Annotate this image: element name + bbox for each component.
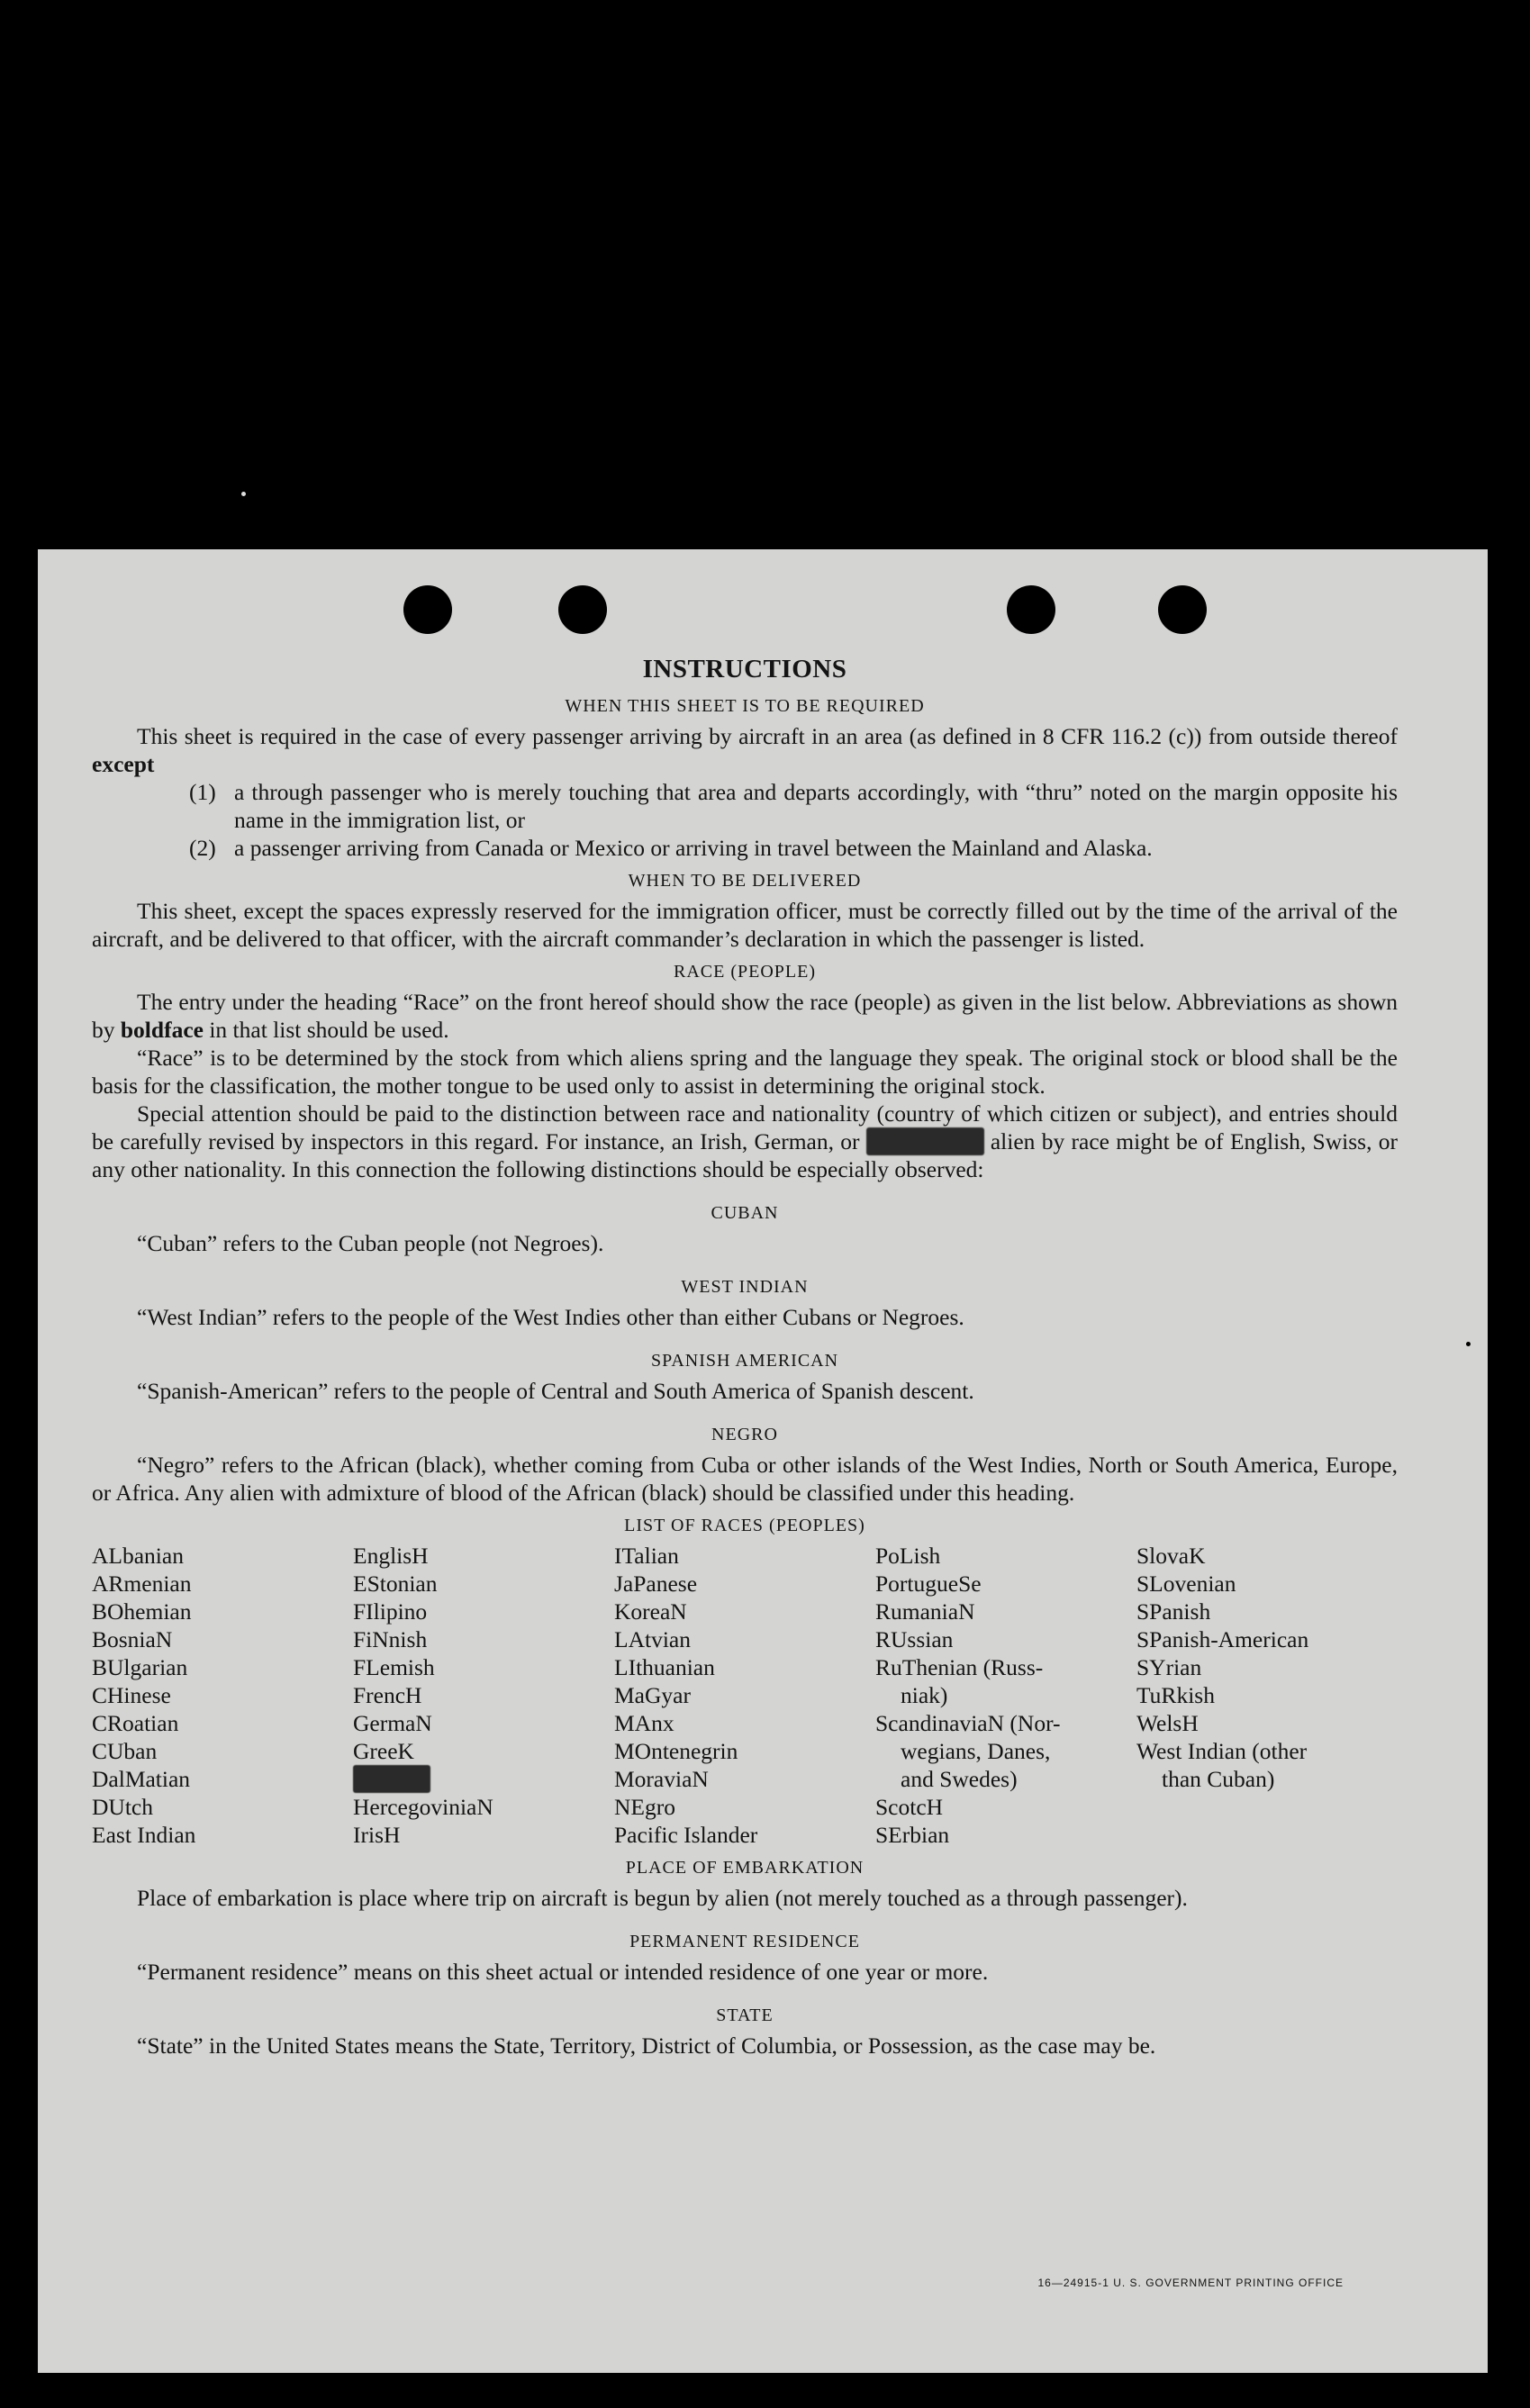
section-heading: WEST INDIAN	[681, 1277, 809, 1297]
redacted-word	[866, 1127, 984, 1155]
list-item: (1) a through passenger who is merely touching that area and departs accordingly, with “thru” noted on the margin opposite his name in the immigration list, or	[189, 779, 1398, 833]
race-entry: RumaniaN	[875, 1598, 975, 1625]
section-heading: LIST OF RACES (PEOPLES)	[624, 1516, 865, 1535]
race-entry: FLemish	[353, 1654, 435, 1680]
race-entry: SlovaK	[1136, 1543, 1206, 1569]
race-entry: SErbian	[875, 1822, 950, 1848]
race-entry: EnglisH	[353, 1543, 429, 1569]
redacted-word	[353, 1765, 430, 1793]
paragraph: “Permanent residence” means on this sheet actual or intended residence of one year or more.	[137, 1959, 989, 1985]
race-entry: East Indian	[92, 1822, 196, 1848]
race-entry: ScotcH	[875, 1794, 944, 1820]
race-entry: LAtvian	[614, 1626, 691, 1652]
speck	[241, 492, 246, 496]
race-entry: BUlgarian	[92, 1654, 188, 1680]
race-entry: ARmenian	[92, 1571, 192, 1597]
race-entry: Pacific Islander	[614, 1822, 758, 1848]
race-entry: SPanish	[1136, 1598, 1211, 1625]
race-entry: wegians, Danes,	[901, 1738, 1051, 1764]
paragraph: “Cuban” refers to the Cuban people (not Negroes).	[137, 1230, 604, 1256]
race-entry: MaGyar	[614, 1682, 691, 1708]
race-entry: BosniaN	[92, 1626, 173, 1652]
race-entry: BOhemian	[92, 1598, 192, 1625]
race-entry: West Indian (other	[1136, 1738, 1308, 1764]
race-entry: ITalian	[614, 1543, 679, 1569]
paragraph: “State” in the United States means the State, Territory, District of Columbia, or Possession, as the case may be.	[137, 2032, 1156, 2059]
paragraph: Special attention should be paid to the distinction between race and nationality (country of which citizen or subject), and entries should be carefully revised by inspectors in this regard. For instance, an Irish, German, or alien by race might be of English, Swiss, or any other nationality. In this connection the following distinctions should be especially observed:	[92, 1100, 1399, 1182]
race-entry: MoraviaN	[614, 1766, 709, 1792]
printing-office-footer: 16—24915-1 U. S. GOVERNMENT PRINTING OFFICE	[1037, 2277, 1344, 2289]
race-entry	[353, 1765, 614, 1793]
race-column	[1136, 1542, 1398, 1849]
race-column	[614, 1542, 875, 1849]
paragraph: This sheet, except the spaces expressly reserved for the immigration officer, must be correctly filled out by the time of the arrival of the aircraft, and be delivered to that officer, with the aircraft commander’s declaration in which the passenger is listed.	[92, 898, 1398, 952]
race-entry: PoLish	[875, 1543, 941, 1569]
race-entry: SLovenian	[1136, 1571, 1236, 1597]
race-entry: TuRkish	[1136, 1682, 1215, 1708]
race-entry: CUban	[92, 1738, 158, 1764]
paragraph: Place of embarkation is place where trip on aircraft is begun by alien (not merely touched as a through passenger).	[137, 1885, 1188, 1911]
paragraph: “West Indian” refers to the people of the West Indies other than either Cubans or Negroes.	[137, 1304, 964, 1330]
race-entry: FiNnish	[353, 1626, 428, 1652]
race-entry: LIthuanian	[614, 1654, 715, 1680]
race-list	[92, 1542, 1398, 1849]
race-entry: than Cuban)	[1162, 1766, 1275, 1792]
race-entry: FIlipino	[353, 1598, 428, 1625]
section-heading: CUBAN	[711, 1203, 779, 1223]
race-column	[875, 1542, 1136, 1849]
race-entry: and Swedes)	[901, 1766, 1018, 1792]
section-heading: WHEN THIS SHEET IS TO BE REQUIRED	[565, 696, 925, 716]
race-entry: IrisH	[353, 1822, 401, 1848]
section-heading: PERMANENT RESIDENCE	[629, 1932, 860, 1951]
race-entry: FrencH	[353, 1682, 422, 1708]
race-entry: RuThenian (Russ-	[875, 1654, 1044, 1680]
race-entry: ALbanian	[92, 1543, 184, 1569]
punch-hole	[1158, 585, 1207, 634]
race-entry: KoreaN	[614, 1598, 687, 1625]
race-entry: DUtch	[92, 1794, 153, 1820]
section-heading: WHEN TO BE DELIVERED	[628, 871, 862, 891]
race-entry: niak)	[901, 1682, 948, 1708]
instructions-body	[92, 656, 1398, 2059]
race-entry: MAnx	[614, 1710, 674, 1736]
race-column	[353, 1542, 614, 1849]
paragraph: “Spanish-American” refers to the people of Central and South America of Spanish descent.	[137, 1378, 974, 1404]
race-entry: SYrian	[1136, 1654, 1202, 1680]
form-sheet	[38, 549, 1488, 2373]
paragraph: “Race” is to be determined by the stock from which aliens spring and the language they speak. The original stock or blood shall be the basis for the classification, the mother tongue to be used only to assist in determining the original stock.	[92, 1045, 1398, 1099]
race-entry: MOntenegrin	[614, 1738, 738, 1764]
race-entry: ScandinaviaN (Nor-	[875, 1710, 1061, 1736]
page-title: INSTRUCTIONS	[642, 655, 847, 683]
paragraph: This sheet is required in the case of every passenger arriving by aircraft in an area (as defined in 8 CFR 116.2 (c)) from outside thereof except	[92, 723, 1398, 777]
race-entry: CRoatian	[92, 1710, 179, 1736]
paragraph: “Negro” refers to the African (black), whether coming from Cuba or other islands of the West Indies, North or South America, Europe, or Africa. Any alien with admixture of blood of the African (black) should be classified under this heading.	[92, 1452, 1398, 1506]
section-heading: STATE	[716, 2005, 774, 2025]
speck	[1466, 1342, 1471, 1346]
section-heading: RACE (PEOPLE)	[674, 962, 816, 982]
list-item: (2) a passenger arriving from Canada or Mexico or arriving in travel between the Mainland and Alaska.	[189, 835, 1153, 861]
race-entry: PortugueSe	[875, 1571, 982, 1597]
race-entry: CHinese	[92, 1682, 171, 1708]
race-entry: WelsH	[1136, 1710, 1199, 1736]
punch-hole	[558, 585, 607, 634]
race-entry: GermaN	[353, 1710, 432, 1736]
section-heading: NEGRO	[711, 1425, 778, 1444]
section-heading: PLACE OF EMBARKATION	[625, 1858, 865, 1878]
race-entry: EStonian	[353, 1571, 438, 1597]
race-entry: GreeK	[353, 1738, 414, 1764]
race-column	[92, 1542, 353, 1849]
race-entry: HercegoviniaN	[353, 1794, 493, 1820]
punch-hole	[403, 585, 452, 634]
race-entry: DalMatian	[92, 1766, 191, 1792]
race-entry: SPanish-American	[1136, 1626, 1309, 1652]
paragraph: The entry under the heading “Race” on the front hereof should show the race (people) as given in the list below. Abbreviations as shown by boldface in that list should be used.	[92, 989, 1398, 1043]
section-heading: SPANISH AMERICAN	[650, 1351, 839, 1371]
race-entry: RUssian	[875, 1626, 954, 1652]
punch-hole	[1007, 585, 1055, 634]
race-entry: NEgro	[614, 1794, 675, 1820]
race-entry: JaPanese	[614, 1571, 698, 1597]
